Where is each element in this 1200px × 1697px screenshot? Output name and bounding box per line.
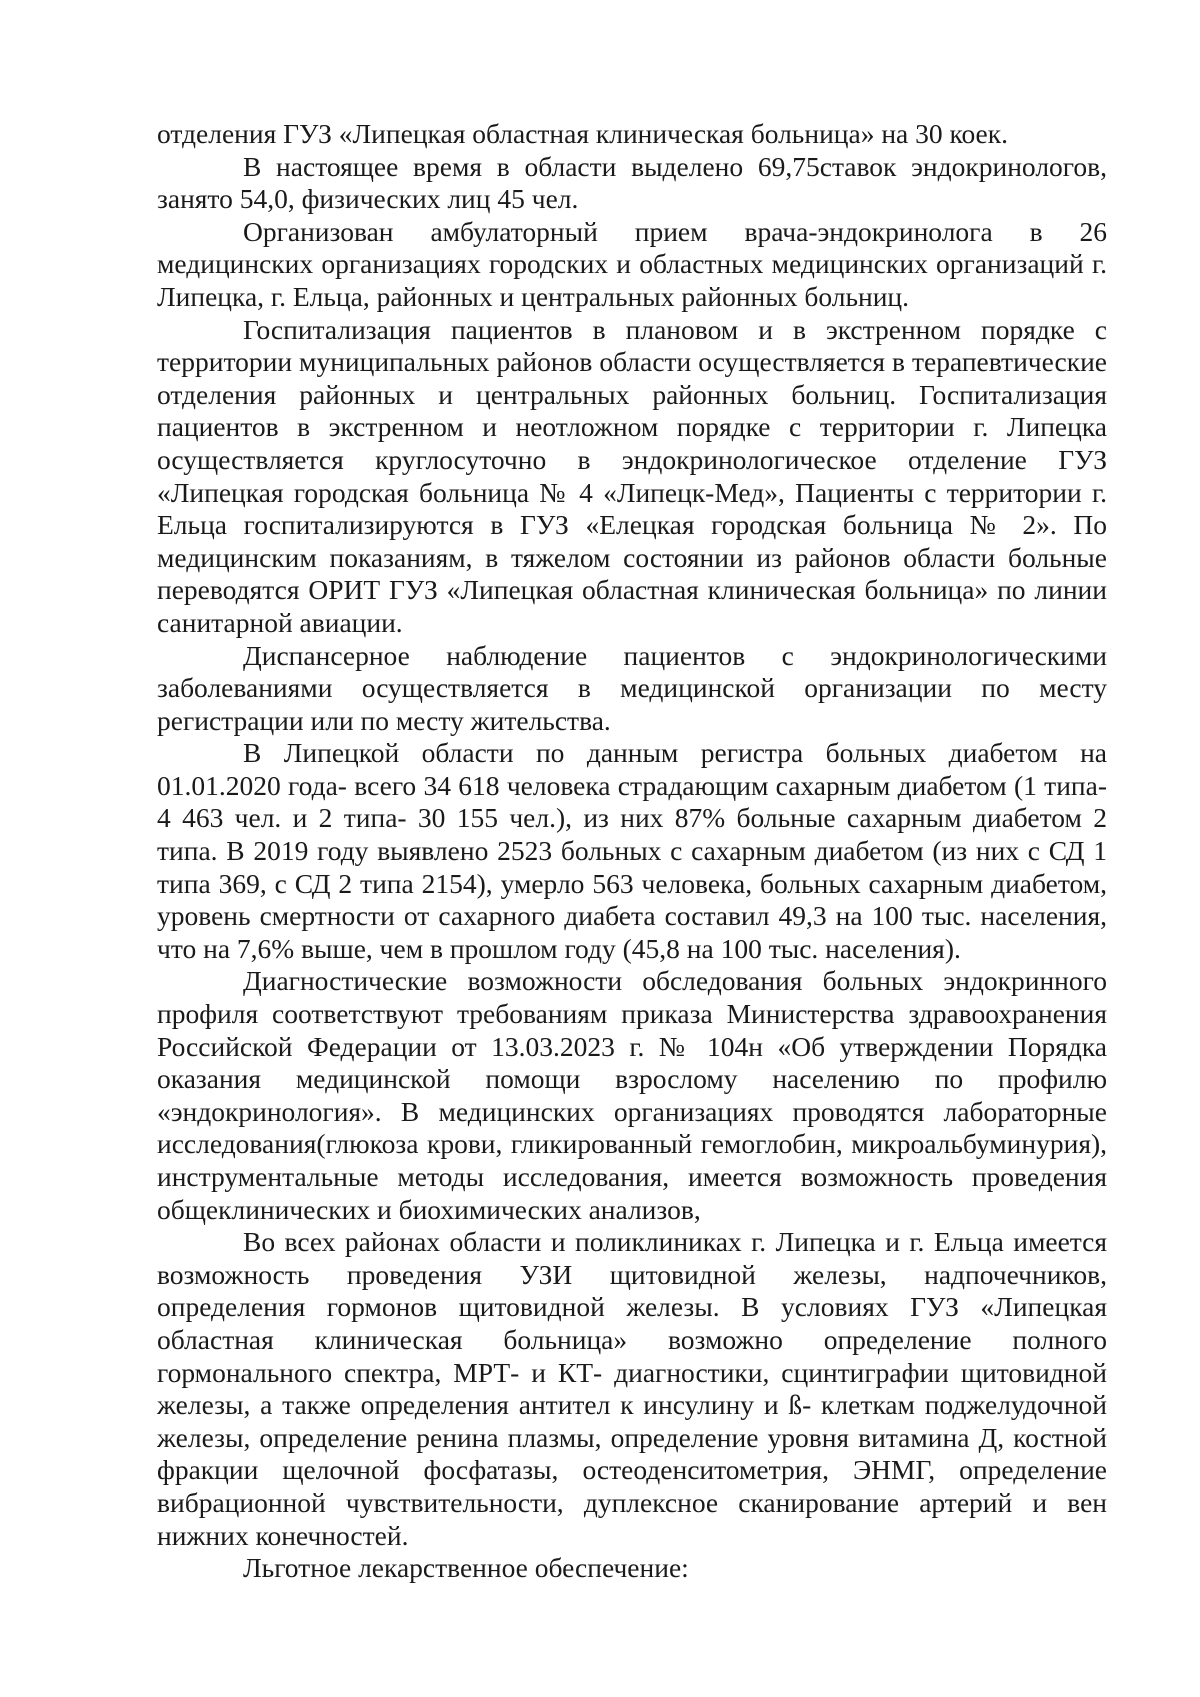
paragraph-drug-provision: Льготное лекарственное обеспечение: [243, 1552, 689, 1584]
paragraph-beds: отделения ГУЗ «Липецкая областная клиническая больница» на 30 коек. [157, 118, 1008, 149]
paragraph-outpatient: Организован амбулаторный прием врача-эндокринолога в 26 медицинских организациях городских и областных медицинских организаций г. Липецка, г. Ельца, районных и центральных районных больниц. [157, 215, 1107, 312]
paragraph-diabetes-register: В Липецкой области по данным регистра больных диабетом на 01.01.2020 года- всего 34 618 человека страдающим сахарным диабетом (1 типа- 4 463 чел. и 2 типа- 30 155 чел.), из них 87% больные сахарным диабетом 2 типа. В 2019 году выявлено 2523 больных с сахарным диабетом (из них с СД 1 типа 369, с СД 2 типа 2154), умерло 563 человека, больных сахарным диабетом, уровень смертности от сахарного диабета составил 49,3 на 100 тыс. населения, что на 7,6% выше, чем в прошлом году (45,8 на 100 тыс. населения). [157, 737, 1107, 964]
paragraph-regional-capabilities: Во всех районах области и поликлиниках г. Липецка и г. Ельца имеется возможность проведения УЗИ щитовидной железы, надпочечников, определения гормонов щитовидной железы. В условиях ГУЗ «Липецкая областная клиническая больница» возможно определение полного гормонального спектра, МРТ- и КТ- диагностики, сцинтиграфии щитовидной железы, а также определения антител к инсулину и ß- клеткам поджелудочной железы, определение ренина плазмы, определение уровня витамина Д, костной фракции щелочной фосфатазы, остеоденситометрия, ЭНМГ, определение вибрационной чувствительности, дуплексное сканирование артерий и вен нижних конечностей. [157, 1226, 1107, 1551]
document-body [157, 118, 1107, 1585]
paragraph-hospitalization: Госпитализация пациентов в плановом и в экстренном порядке с территории муниципальных районов области осуществляется в терапевтические отделения районных и центральных районных больниц. Госпитализация пациентов в экстренном и неотложном порядке с территории г. Липецка осуществляется круглосуточно в эндокринологическое отделение ГУЗ «Липецкая городская больница № 4 «Липецк-Мед», Пациенты с территории г. Ельца госпитализируются в ГУЗ «Елецкая городская больница № 2». По медицинским показаниям, в тяжелом состоянии из районов области больные переводятся ОРИТ ГУЗ «Липецкая областная клиническая больница» по линии санитарной авиации. [157, 313, 1107, 638]
paragraph-dispensary: Диспансерное наблюдение пациентов с эндокринологическими заболеваниями осуществляется в медицинской организации по месту регистрации или по месту жительства. [157, 639, 1107, 736]
paragraph-diagnostics: Диагностические возможности обследования больных эндокринного профиля соответствуют требованиям приказа Министерства здравоохранения Российской Федерации от 13.03.2023 г. № 104н «Об утверждении Порядка оказания медицинской помощи взрослому населению по профилю «эндокринология». В медицинских организациях проводятся лабораторные исследования(глюкоза крови, гликированный гемоглобин, микроальбуминурия), инструментальные методы исследования, имеется возможность проведения общеклинических и биохимических анализов, [157, 965, 1107, 1225]
paragraph-staffing: В настоящее время в области выделено 69,75ставок эндокринологов, занято 54,0, физических лиц 45 чел. [157, 150, 1107, 215]
